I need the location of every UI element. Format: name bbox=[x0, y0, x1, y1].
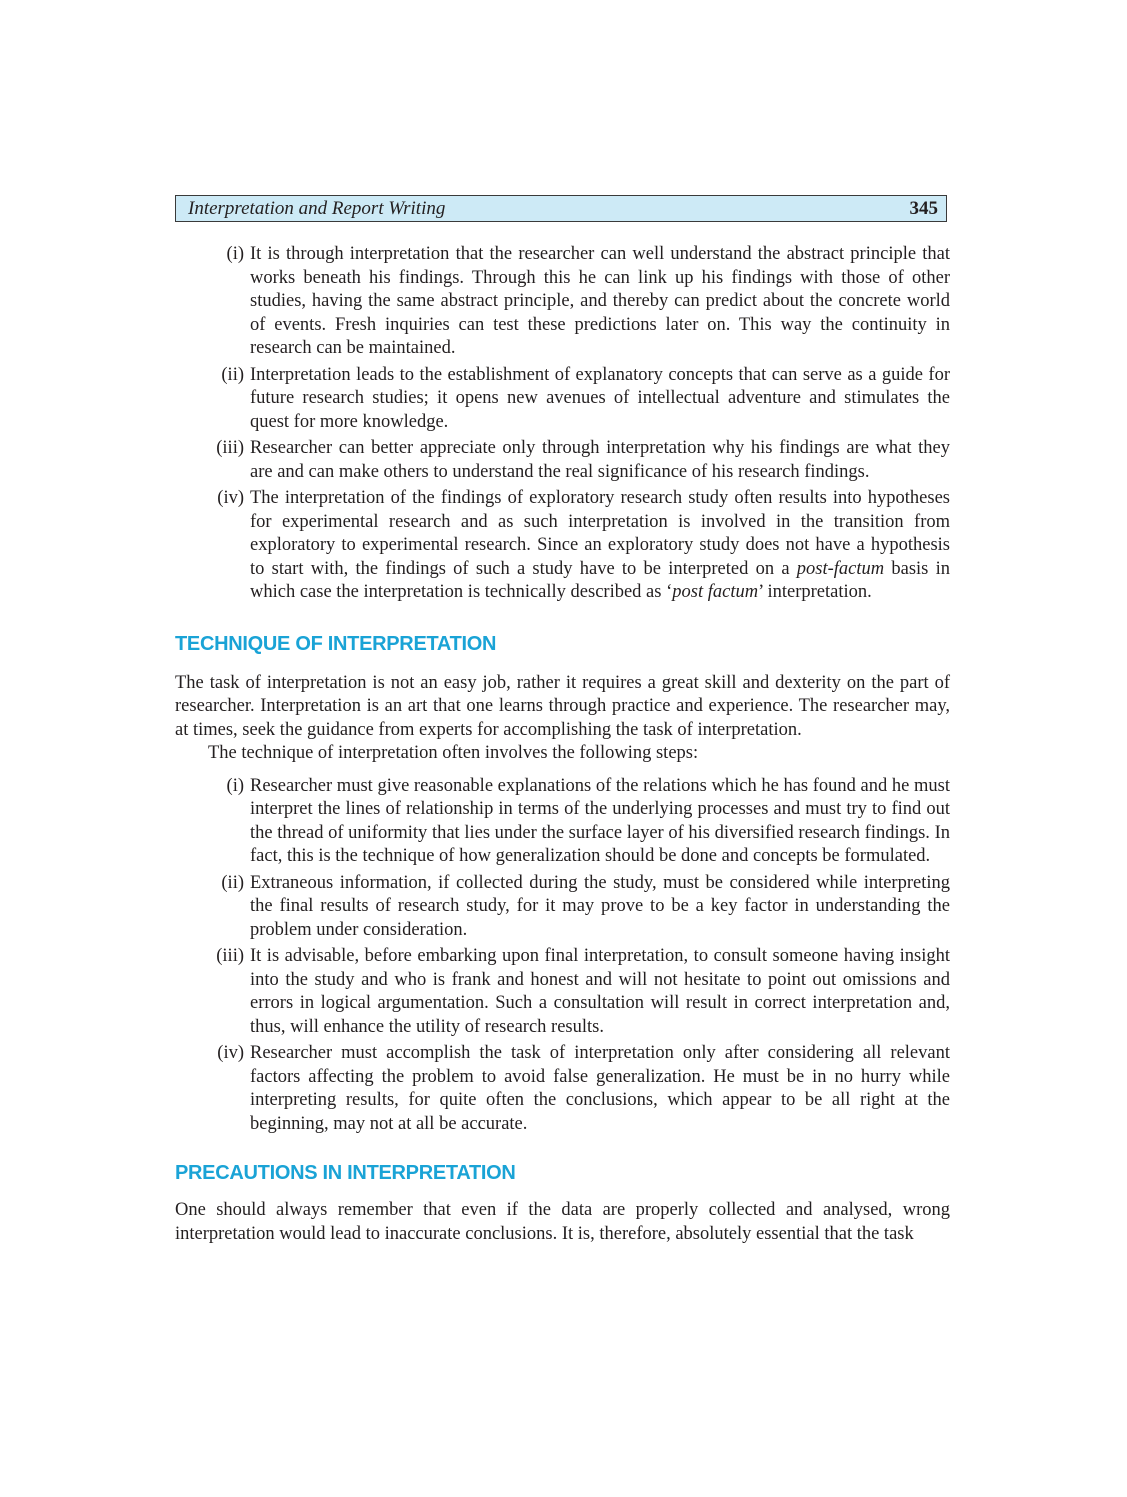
list-item: (ii) Interpretation leads to the establishment of explanatory concepts that can serve as a guide for future research studies; it opens new avenues of intellectual adventure and stimulates the quest for more knowledge. bbox=[221, 364, 950, 432]
technique-lead-in: The technique of interpretation often involves the following steps: bbox=[208, 743, 699, 763]
chapter-title: Interpretation and Report Writing bbox=[188, 197, 446, 219]
list-item: (iv) The interpretation of the findings of exploratory research study often results into hypotheses for experimental research and as such interpretation is involved in the transition from exploratory to experimental research. Since an exploratory study does not have a hypothesis to start with, the findings of such a study have to be interpreted on a post-factum basis in which case the interpretation is technically described as ‘post factum’ interpretation. bbox=[217, 488, 951, 602]
page-body bbox=[175, 243, 950, 1246]
list-item: (i) It is through interpretation that the researcher can well understand the abstract principle that works beneath his findings. Through this he can link up his findings with those of other studies, having the same abstract principle, and thereby can predict about the concrete world of events. Fresh inquiries can test these predictions later on. This way the continuity in research can be maintained. bbox=[226, 244, 950, 358]
section-heading-technique: TECHNIQUE OF INTERPRETATION bbox=[175, 632, 497, 655]
list-item: (ii) Extraneous information, if collected during the study, must be considered while interpreting the final results of research study, for it may prove to be a key factor in understanding the problem under consideration. bbox=[221, 872, 950, 940]
italic-term: post-factum bbox=[796, 558, 885, 579]
precautions-paragraph: One should always remember that even if the data are properly collected and analysed, wrong interpretation would lead to inaccurate conclusions. It is, therefore, absolutely essential that the task bbox=[175, 1200, 950, 1244]
technique-steps bbox=[175, 775, 950, 1137]
section-heading-precautions: PRECAUTIONS IN INTERPRETATION bbox=[175, 1162, 516, 1184]
list-item: (iii) Researcher can better appreciate only through interpretation why his findings are what they are and can make others to understand the real significance of his research findings. bbox=[216, 438, 950, 482]
technique-paragraph: The task of interpretation is not an easy job, rather it requires a great skill and dexterity on the part of researcher. Interpretation is an art that one learns through practice and experience. The researcher may, at times, seek the guidance from experts for accomplishing the task of interpretation. bbox=[175, 672, 950, 740]
running-header bbox=[175, 195, 947, 222]
list-item: (iv) Researcher must accomplish the task of interpretation only after considering all relevant factors affecting the problem to avoid false generalization. He must be in no hurry while interpreting results, for quite often the conclusions, which appear to be all right at the beginning, may not at all be accurate. bbox=[217, 1043, 950, 1134]
list-item: (iii) It is advisable, before embarking upon final interpretation, to consult someone having insight into the study and who is frank and honest and will not hesitate to point out omissions and errors in logical argumentation. Such a consultation will result in correct interpretation and, thus, will enhance the utility of research results. bbox=[216, 946, 950, 1037]
intro-list bbox=[175, 243, 950, 605]
italic-term: post factum bbox=[672, 582, 759, 602]
list-item: (i) Researcher must give reasonable explanations of the relations which he has found and he must interpret the lines of relationship in terms of the underlying processes and must try to find out the thread of uniformity that lies under the surface layer of his diversified research findings. In fact, this is the technique of how generalization should be done and concepts be formulated. bbox=[226, 775, 950, 866]
page-number: 345 bbox=[909, 197, 938, 219]
